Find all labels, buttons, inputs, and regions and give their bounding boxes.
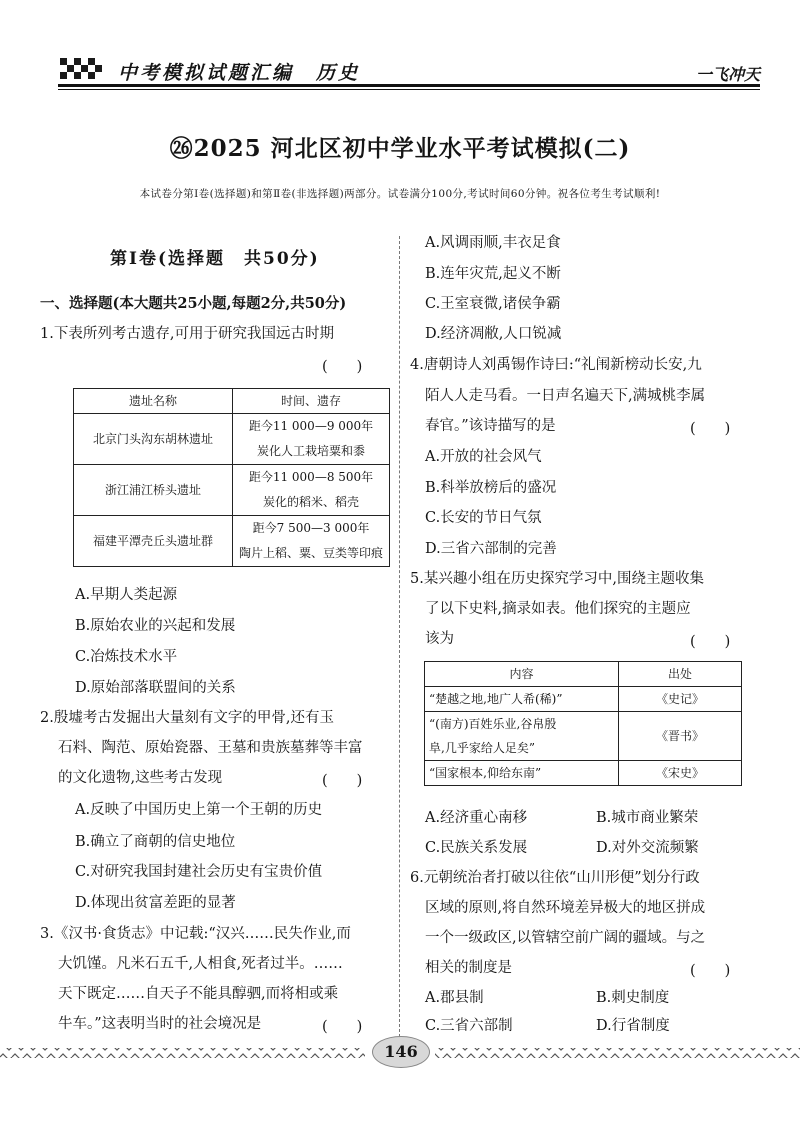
- q3-stem: 天下既定……自天子不能具醇驷,而将相或乘: [58, 986, 339, 1002]
- q3-stem: 牛车。”这表明当时的社会境况是: [58, 1016, 262, 1032]
- table-cell: “楚越之地,地广人希(稀)”: [425, 687, 619, 712]
- table-row: [425, 687, 742, 712]
- q2-stem: 的文化遗物,这些考古发现: [58, 770, 223, 786]
- q3-option: B.连年灾荒,起义不断: [425, 266, 561, 282]
- q2-option: A.反映了中国历史上第一个王朝的历史: [75, 802, 323, 818]
- q2-stem: 2.殷墟考古发掘出大量刻有文字的甲骨,还有玉: [40, 710, 334, 726]
- exam-instructions: 本试卷分第Ⅰ卷(选择题)和第Ⅱ卷(非选择题)两部分。试卷满分100分,考试时间60分钟。祝各位考生考试顺利!: [139, 188, 661, 200]
- q3-option: C.王室衰微,诸侯争霸: [425, 296, 561, 312]
- q5-stem: 5.某兴趣小组在历史探究学习中,围绕主题收集: [410, 571, 704, 587]
- table-row: [74, 465, 390, 516]
- q1-option: C.冶炼技术水平: [75, 649, 178, 665]
- q2-option: C.对研究我国封建社会历史有宝贵价值: [75, 864, 323, 880]
- table-row: [74, 516, 390, 567]
- q6-answer-paren: ( ): [690, 963, 731, 979]
- q1-answer-paren: ( ): [322, 359, 363, 375]
- table-cell: 《宋史》: [619, 761, 742, 786]
- q6-option: D.行省制度: [596, 1018, 670, 1034]
- q4-option: C.长安的节日气氛: [425, 510, 542, 526]
- q5-table-header: 内容: [425, 662, 619, 687]
- q5-option: B.城市商业繁荣: [596, 810, 699, 826]
- q2-option: D.体现出贫富差距的显著: [75, 895, 236, 911]
- q4-option: D.三省六部制的完善: [425, 541, 557, 557]
- table-row: [425, 761, 742, 786]
- table-row: [425, 712, 742, 761]
- q6-option: B.刺史制度: [596, 990, 670, 1006]
- table-cell: 距今11 000—8 500年: [248, 470, 374, 484]
- q4-stem: 陌人人走马看。一日声名遍天下,满城桃李属: [425, 388, 706, 404]
- q1-table-header: 时间、遗存: [233, 389, 390, 414]
- q4-option: A.开放的社会风气: [425, 449, 542, 465]
- part1-heading: 第Ⅰ卷(选择题 共50分): [110, 249, 320, 269]
- q4-answer-paren: ( ): [690, 421, 731, 437]
- q3-option: D.经济凋敝,人口锐减: [425, 326, 562, 342]
- table-cell: 阜,几乎家给人足矣”: [429, 741, 535, 755]
- table-cell: 陶片上稻、粟、豆类等印痕: [238, 546, 383, 560]
- header-rule: [58, 84, 760, 87]
- header-rule-thin: [58, 89, 760, 90]
- table-cell: 炭化的稻米、稻壳: [262, 495, 359, 509]
- q5-table: [424, 661, 742, 786]
- q1-option: D.原始部落联盟间的关系: [75, 680, 236, 696]
- section-heading: 一、选择题(本大题共25小题,每题2分,共50分): [40, 295, 347, 312]
- q2-option: B.确立了商朝的信史地位: [75, 834, 236, 850]
- q5-option: A.经济重心南移: [425, 810, 528, 826]
- q6-stem: 相关的制度是: [425, 960, 512, 976]
- q6-option: C.三省六部制: [425, 1018, 513, 1034]
- table-cell: 福建平潭壳丘头遗址群: [74, 516, 233, 567]
- q4-stem: 春官。”该诗描写的是: [425, 418, 556, 434]
- table-cell: 《晋书》: [619, 712, 742, 761]
- q3-stem: 3.《汉书·食货志》中记载:“汉兴……民失作业,而: [40, 926, 351, 942]
- table-cell: “(南方)百姓乐业,谷帛殷: [429, 717, 557, 731]
- q3-stem: 大饥馑。凡米石五千,人相食,死者过半。……: [58, 956, 343, 972]
- table-cell: 炭化人工栽培粟和黍: [256, 444, 365, 458]
- q6-stem: 区域的原则,将自然环境差异极大的地区拼成: [425, 900, 706, 916]
- q2-stem: 石料、陶范、原始瓷器、王墓和贵族墓葬等丰富: [58, 740, 363, 756]
- q5-option: C.民族关系发展: [425, 840, 528, 856]
- q1-option: B.原始农业的兴起和发展: [75, 618, 236, 634]
- q1-stem: 1.下表所列考古遗存,可用于研究我国远古时期: [40, 326, 334, 342]
- q5-option: D.对外交流频繁: [596, 840, 699, 856]
- q2-answer-paren: ( ): [322, 773, 363, 789]
- table-row: [74, 414, 390, 465]
- q5-stem: 了以下史料,摘录如表。他们探究的主题应: [425, 601, 691, 617]
- table-cell: 距今11 000—9 000年: [248, 419, 374, 433]
- q3-option: A.风调雨顺,丰衣足食: [425, 235, 561, 251]
- exam-title: ㉖2025 河北区初中学业水平考试模拟(二): [169, 135, 631, 162]
- q1-option: A.早期人类起源: [75, 587, 178, 603]
- q5-answer-paren: ( ): [690, 634, 731, 650]
- table-cell: 距今7 500—3 000年: [252, 521, 370, 535]
- table-cell: “国家根本,仰给东南”: [425, 761, 619, 786]
- column-divider: [399, 236, 400, 1042]
- q1-table-header: 遗址名称: [74, 389, 233, 414]
- q4-option: B.科举放榜后的盛况: [425, 480, 557, 496]
- q5-stem: 该为: [425, 631, 454, 647]
- q5-table-header: 出处: [619, 662, 742, 687]
- header-checker-icon: [60, 58, 102, 82]
- q6-stem: 6.元朝统治者打破以往依“山川形便”划分行政: [410, 870, 700, 886]
- table-cell: 《史记》: [619, 687, 742, 712]
- table-cell: 北京门头沟东胡林遗址: [74, 414, 233, 465]
- q6-option: A.郡县制: [425, 990, 484, 1006]
- q3-answer-paren: ( ): [322, 1019, 363, 1035]
- table-cell: 浙江浦江桥头遗址: [74, 465, 233, 516]
- series-title: 中考模拟试题汇编 历史: [118, 62, 361, 84]
- q4-stem: 4.唐朝诗人刘禹锡作诗曰:“礼闱新榜动长安,九: [410, 357, 702, 373]
- page-number: 146: [372, 1036, 430, 1068]
- q6-stem: 一个一级政区,以管辖空前广阔的疆域。与之: [425, 930, 706, 946]
- brand-logo: 一飞冲天: [695, 65, 760, 84]
- q1-table: [73, 388, 390, 567]
